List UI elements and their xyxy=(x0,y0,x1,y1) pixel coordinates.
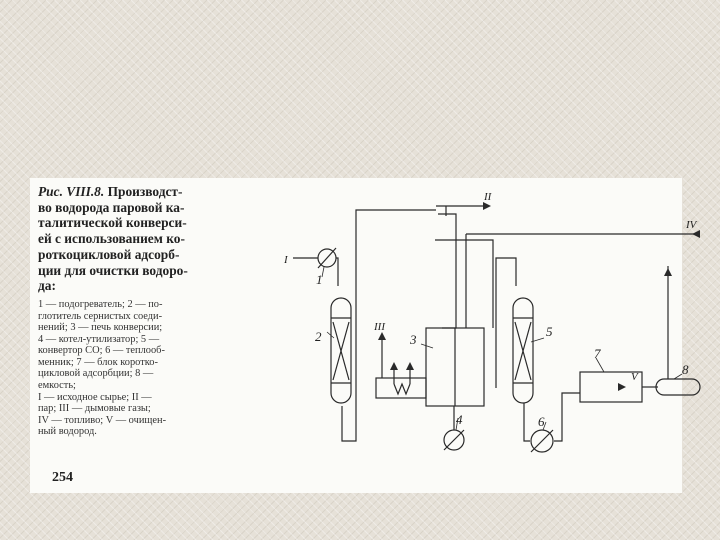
figure-label: Рис. VIII.8. xyxy=(38,184,105,199)
stream-label-hydrogen: V xyxy=(631,371,638,383)
unit-label: 8 xyxy=(682,362,689,377)
legend-line: конвертор CO; 6 — теплооб- xyxy=(38,345,165,357)
caption-line-2: во водорода паровой ка- xyxy=(38,199,185,215)
arrow-icon xyxy=(378,332,386,340)
figure-legend xyxy=(38,299,288,438)
caption-line-3: талитической конверси- xyxy=(38,215,187,231)
legend-line: 4 — котел-утилизатор; 5 — xyxy=(38,333,160,345)
stream-label-fuel: IV xyxy=(686,219,697,231)
legend-line: пар; III — дымовые газы; xyxy=(38,403,151,415)
heat-exchanger xyxy=(531,430,553,452)
converter-outlet-line xyxy=(524,403,530,441)
unit-label: 1 xyxy=(316,272,323,287)
absorber-outlet-line xyxy=(342,210,436,441)
legend-line: глотитель сернистых соеди- xyxy=(38,310,163,322)
stream-label-steam: II xyxy=(484,191,492,203)
caption-line-1: Рис. VIII.8. Производст- xyxy=(38,184,183,199)
legend-line: 1 — подогреватель; 2 — по- xyxy=(38,298,163,310)
heater-to-absorber-line xyxy=(336,258,338,286)
waste-heat-boiler xyxy=(444,430,464,450)
caption-line-6: ции для очистки водоро- xyxy=(38,262,188,278)
arrow-icon xyxy=(692,230,700,238)
arrow-icon xyxy=(664,268,672,276)
page-number: 254 xyxy=(52,470,73,485)
legend-line: нений; 3 — печь конверсии; xyxy=(38,322,163,334)
unit-label: 2 xyxy=(315,329,322,344)
arrow-icon xyxy=(390,362,398,370)
unit-label: 7 xyxy=(594,346,601,361)
figure-caption xyxy=(38,184,288,438)
caption-line-7: да: xyxy=(38,278,56,294)
unit-label: 4 xyxy=(456,412,463,427)
stream-label-feed: I xyxy=(284,254,288,266)
heater xyxy=(318,248,336,268)
scanned-page xyxy=(30,178,697,493)
storage-vessel xyxy=(656,379,700,395)
legend-line: IV — топливо; V — очищен- xyxy=(38,414,167,426)
process-flow-diagram xyxy=(258,178,697,493)
stream-label-flue-gas: III xyxy=(374,321,385,333)
legend-line: емкость; xyxy=(38,380,76,392)
unit-label: 3 xyxy=(410,332,417,347)
legend-line: I — исходное сырье; II — xyxy=(38,391,152,403)
unit-label: 6 xyxy=(538,414,545,429)
legend-line: менник; 7 — блок коротко- xyxy=(38,356,158,368)
legend-line: ный водород. xyxy=(38,426,97,438)
arrow-icon xyxy=(618,383,626,391)
arrow-icon xyxy=(406,362,414,370)
fuel-line xyxy=(435,240,493,328)
exchanger-to-psa-line xyxy=(554,393,580,441)
unit-label: 5 xyxy=(546,324,553,339)
arrow-icon xyxy=(483,202,491,210)
caption-line-4: ей с использованием ко- xyxy=(38,231,185,247)
steam-to-furnace-line xyxy=(438,214,456,328)
legend-line: цикловой адсорбции; 8 — xyxy=(38,368,154,380)
caption-line-5: роткоцикловой адсорб- xyxy=(38,246,180,262)
